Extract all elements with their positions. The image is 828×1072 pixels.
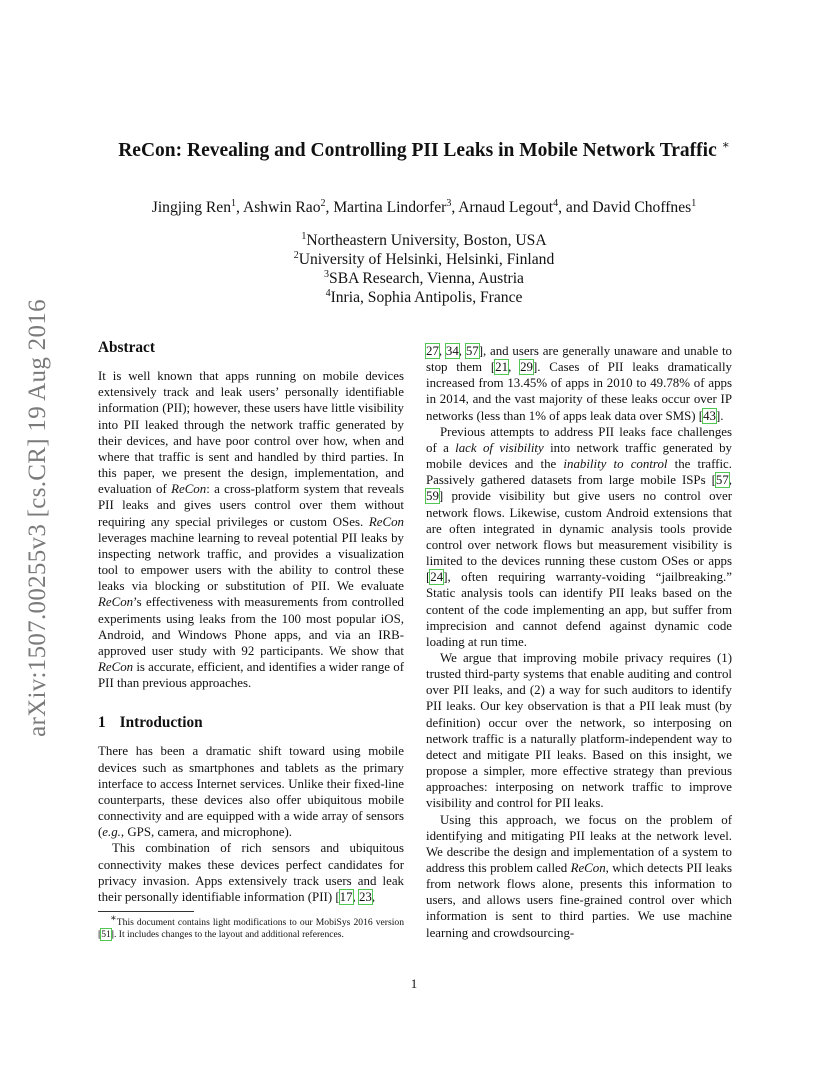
affiliation: $^2$University of Helsinki, Helsinki, Finland xyxy=(293,249,555,268)
abstract-heading: Abstract xyxy=(98,339,155,356)
arxiv-identifier: arXiv:1507.00255v3 [cs.CR] 19 Aug 2016 xyxy=(24,299,51,737)
author-name: Martina Lindorfer xyxy=(333,199,447,216)
citation-link[interactable]: 59 xyxy=(426,489,439,504)
abstract-body: It is well known that apps running on mobile devices extensively track and leak users’ personally identifiable information (PII); however, these users have little visibility into PII leaked through the network traffic generated by their devices, and have poor control over how, when and where that traffic is sent and handled by third parties. In this paper, we present the design, implementation, and evaluation of ReCon: a cross-platform system that reveals PII leaks and gives users control over them without requiring any special privileges or custom OSes. ReCon leverages machine learning to reveal potential PII leaks by inspecting network traffic, and provides a visualization tool to empower users with the ability to control these leaks via blocking or substitution of PII. We evaluate ReCon’s effectiveness with measurements from controlled experiments using leaks from the 100 most popular iOS, Android, and Windows Phone apps, and via an IRB-approved user study with 92 participants. We show that ReCon is accurate, efficient, and identifies a wider range of PII than previous approaches. xyxy=(98,369,404,691)
intro-paragraph: 27, 34, 57], and users are generally unaware and unable to stop them [21, 29]. Cases of PII leaks dramatically increased from 13.45% of apps in 2010 to 49.78% of apps in 2014, and the vast majority of these leaks occur over IP networks (less than 1% of apps leak data over SMS) [43]. xyxy=(426,344,732,423)
intro-paragraph: We argue that improving mobile privacy requires (1) trusted third-party systems that enable auditing and control over PII leaks, and (2) a way for such auditors to identify PII leaks. Our key observation is that a PII leak must (by definition) occur over the network, so interposing on network traffic is a naturally platform-independent way to detect and mitigate PII leaks. Based on this insight, we propose a simpler, more effective strategy than previous approaches: interposing on network traffic to improve visibility and control for PII leaks. xyxy=(426,650,732,811)
citation-link[interactable]: 57 xyxy=(715,473,729,488)
page-number: 1 xyxy=(410,976,418,991)
citation-link[interactable]: 34 xyxy=(445,344,459,358)
citation-link[interactable]: 24 xyxy=(430,570,444,585)
citation-link[interactable]: 23 xyxy=(358,889,372,904)
citation-link[interactable]: 21 xyxy=(495,360,509,375)
citation-link[interactable]: 29 xyxy=(520,360,533,375)
intro-paragraph: Using this approach, we focus on the problem of identifying and mitigating PII leaks at the network level. We describe the design and implementation of a system to address this problem called ReCon, which detects PII leaks from network flows alone, presents this information to users, and allows users fine-grained control over which information is sent to third parties. We use machine learning and crowdsourcing- xyxy=(426,812,732,940)
affiliation: $^3$SBA Research, Vienna, Austria xyxy=(324,268,524,287)
affiliation: $^1$Northeastern University, Boston, USA xyxy=(301,230,547,249)
affiliation-list xyxy=(60,231,788,307)
author-name: David Choffnes xyxy=(592,199,692,216)
paper-title: ReCon: Revealing and Controlling PII Leaks in Mobile Network Traffic ∗ xyxy=(118,137,730,161)
intro-paragraph: Previous attempts to address PII leaks face challenges of a lack of visibility into network traffic generated by mobile devices and the inability to control the traffic. Passively gathered datasets from large mobile ISPs [57, 59] provide visibility but give users no control over network flows. Likewise, custom Android extensions that are often integrated in dynamic analysis tools provide control over network flows but measurement visibility is limited to the devices running these custom OSes or apps [24], often requiring warranty-voiding “jailbreaking.” Static analysis tools can identify PII leaks based on the content of the code implementing an app, but suffer from imprecision and cannot defend against dynamic code loading at run time. xyxy=(426,424,733,649)
citation-link[interactable]: 57 xyxy=(465,344,479,358)
intro-paragraph: There has been a dramatic shift toward using mobile devices such as smartphones and tablets as the primary interface to access Internet services. Unlike their fixed-line counterparts, these devices also offer ubiquitous mobile connectivity and are equipped with a wide array of sensors (e.g., GPS, camera, and microphone). xyxy=(98,744,404,840)
author-name: Arnaud Legout xyxy=(458,199,554,216)
left-column xyxy=(98,340,404,942)
citation-link[interactable]: 43 xyxy=(703,408,716,423)
author-list: Jingjing Ren$^1$, Ashwin Rao$^2$, Martina Lindorfer$^3$, Arnaud Legout$^4$, and David Choffnes$^1$ xyxy=(151,197,697,216)
section-heading-introduction: 1 Introduction xyxy=(98,714,203,732)
author-name: Ashwin Rao xyxy=(242,199,321,216)
citation-link[interactable]: 51 xyxy=(101,929,111,941)
title-footnote-mark: ∗ xyxy=(721,137,730,152)
affiliation: $^4$Inria, Sophia Antipolis, France xyxy=(325,287,523,306)
right-column xyxy=(426,343,732,941)
author-name: Jingjing Ren xyxy=(151,199,232,216)
footnote: ∗This document contains light modifications to our MobiSys 2016 version [51]. It includes changes to the layout and additional references. xyxy=(98,912,404,941)
citation-link[interactable]: 27 xyxy=(426,344,439,358)
intro-paragraph: This combination of rich sensors and ubiquitous connectivity makes these devices perfect candidates for privacy invasion. Apps extensively track users and leak their personally identifiable information (PII) [17, 23, xyxy=(98,841,404,904)
citation-link[interactable]: 17 xyxy=(339,889,353,904)
